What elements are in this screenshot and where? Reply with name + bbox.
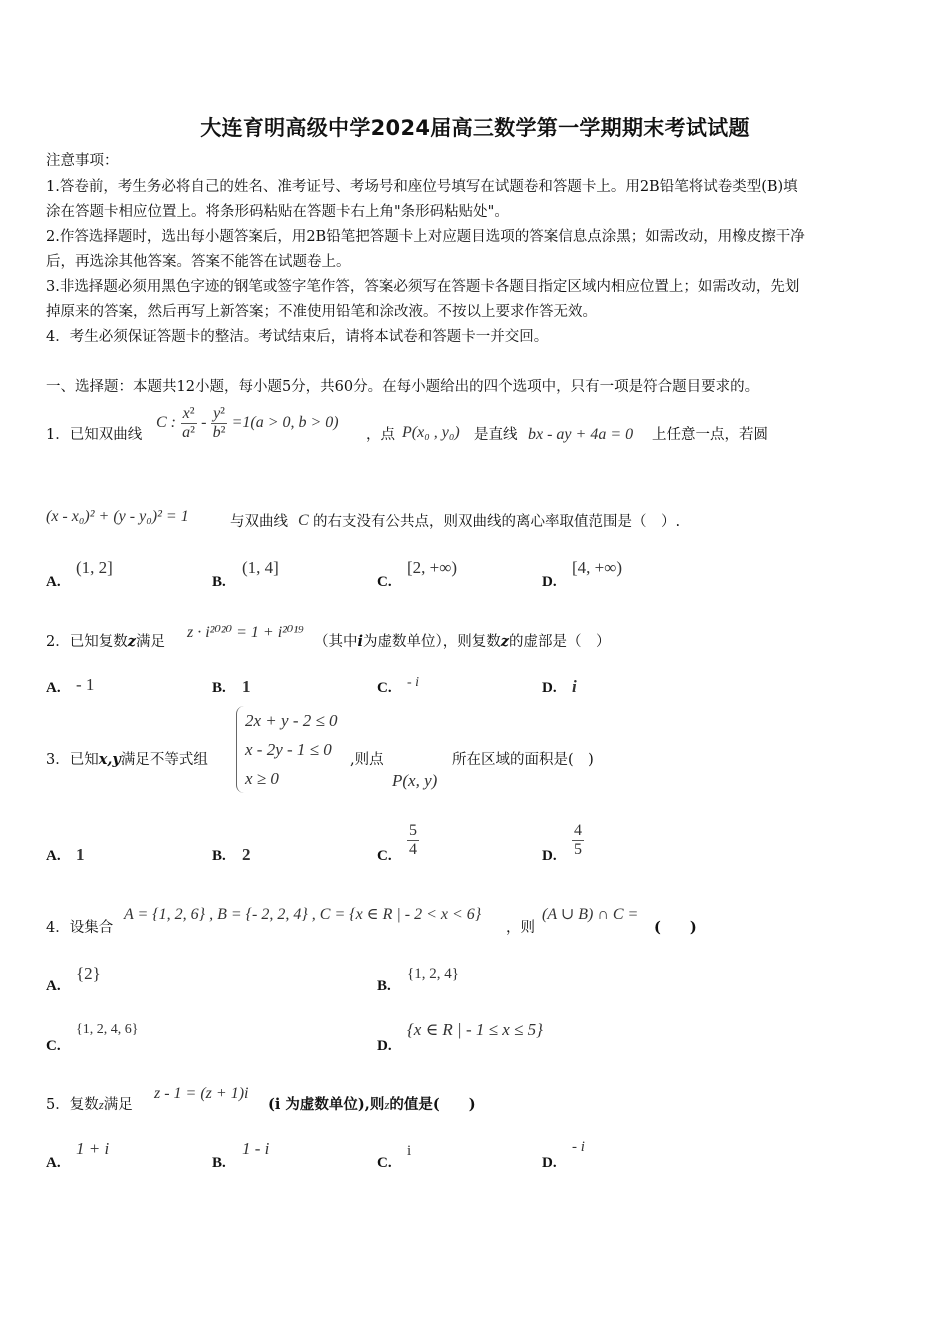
q5-equation: z - 1 = (z + 1)i (154, 1085, 249, 1102)
q2-option-b[interactable]: B. 1 (212, 677, 251, 696)
q1-text: 上任意一点，若圆 (652, 427, 768, 443)
q3-inequality-system (236, 706, 338, 793)
q1-option-c[interactable]: C. [2, +∞) (377, 558, 458, 590)
q1-text: ，点 (366, 427, 395, 443)
q1-option-b[interactable]: B. (1, 4] (212, 558, 279, 590)
q4-option-c[interactable]: C. {1, 2, 4, 6} (46, 1022, 139, 1054)
q1-text: 的右支没有公共点，则双曲线的离心率取值范围是（ ）. (313, 514, 681, 530)
notes-line: 1.答卷前，考生务必将自己的姓名、准考证号、考场号和座位号填写在试题卷和答题卡上。用2B铅笔将试卷类型(B)填 (46, 179, 798, 195)
q5-option-c[interactable]: C. i (377, 1143, 412, 1171)
q1-text: 与双曲线 (230, 514, 288, 530)
q3-text: 所在区域的面积是( ) (452, 752, 594, 768)
q4-text: 4．设集合 (46, 920, 114, 936)
q3-inequality: x ≥ 0 (245, 769, 279, 788)
q3-inequality: x - 2y - 1 ≤ 0 (245, 740, 332, 759)
q4-sets: A = {1, 2, 6} , B = {- 2, 2, 4} , C = {x ∈ R | - 2 < x < 6} (124, 906, 482, 923)
q1-hyperbola: C : $\frac{\text{x²}}{\text{a²}}$ - $\frac{\text{y²}}{\text{b²}}$ =1(a > 0, b > 0) (156, 404, 339, 441)
q4-expression: (A ∪ B) ∩ C = (542, 906, 639, 923)
notes-line: 后，再选涂其他答案。答案不能答在试题卷上。 (46, 254, 351, 270)
q1-line-eq: bx - ay + 4a = 0 (528, 426, 634, 443)
q1-point: P(x₀ , y₀) (402, 424, 460, 441)
q3-text: ,则点 (350, 752, 384, 768)
q3-option-c-fraction: $\frac{5}{4}$ (409, 822, 417, 858)
q3-option-d-fraction: $\frac{4}{5}$ (574, 822, 582, 858)
q3-option-a[interactable]: A. 1 (46, 845, 85, 864)
q1-frac-x: $\frac{\text{x²}}{\text{a²}}$ (182, 404, 195, 441)
q3-inequality: 2x + y - 2 ≤ 0 (245, 711, 338, 730)
q3-option-c[interactable]: C. $\frac{5}{4}$ (377, 822, 417, 864)
notes-line: 掉原来的答案，然后再写上新答案；不准使用铅笔和涂改液。不按以上要求作答无效。 (46, 304, 597, 320)
q3-point: P(x, y) (392, 771, 438, 790)
notes-heading: 注意事项： (46, 153, 119, 169)
section-heading: 一、选择题：本题共12小题，每小题5分，共60分。在每小题给出的四个选项中，只有一项是符合题目要求的。 (46, 379, 760, 395)
q5-option-b[interactable]: B. 1 - i (212, 1139, 270, 1171)
q4-option-d[interactable]: D. {x ∈ R | - 1 ≤ x ≤ 5} (377, 1020, 543, 1054)
q2-text: （其中i为虚数单位），则复数z的虚部是（ ） (314, 633, 611, 650)
q4-option-a[interactable]: A. {2} (46, 964, 101, 994)
q5-text: (i 为虚数单位),则z的值是( ) (268, 1096, 476, 1113)
notes-line: 涂在答题卡相应位置上。将条形码粘贴在答题卡右上角"条形码粘贴处"。 (46, 204, 509, 220)
q2-equation: z · i²⁰²⁰ = 1 + i²⁰¹⁹ (187, 624, 304, 641)
q3-text: 3．已知x,y满足不等式组 (46, 751, 208, 768)
notes-line: 3.非选择题必须用黑色字迹的钢笔或签字笔作答，答案必须写在答题卡各题目指定区域内相应位置上；如需改动，先划 (46, 279, 800, 295)
q2-option-c[interactable]: C. - i (377, 675, 420, 696)
q1-text: 1．已知双曲线 (46, 427, 143, 443)
q4-option-b[interactable]: B. {1, 2, 4} (377, 966, 459, 994)
q4-text: ( ) (654, 919, 697, 936)
q1-c: C (298, 512, 309, 529)
notes-line: 4．考生必须保证答题卡的整洁。考试结束后，请将本试卷和答题卡一并交回。 (46, 329, 549, 345)
q1-frac-y: $\frac{\text{y²}}{\text{b²}}$ (212, 404, 226, 441)
exam-title: 大连育明高级中学2024届高三数学第一学期期末考试试题 (200, 116, 750, 140)
q1-text: 是直线 (474, 427, 518, 443)
q5-option-a[interactable]: A. 1 + i (46, 1139, 110, 1171)
q2-option-d[interactable]: D. i (542, 677, 577, 696)
q4-text: ，则 (506, 920, 535, 936)
q1-option-d[interactable]: D. [4, +∞) (542, 558, 623, 590)
q3-option-b[interactable]: B. 2 (212, 845, 251, 864)
q2-option-a[interactable]: A. - 1 (46, 675, 95, 696)
q1-circle-eq: (x - x₀)² + (y - y₀)² = 1 (46, 508, 189, 525)
q2-text: 2．已知复数z满足 (46, 633, 165, 650)
q1-option-a[interactable]: A. (1, 2] (46, 558, 113, 590)
q5-option-d[interactable]: D. - i (542, 1139, 585, 1171)
q5-text: 5．复数z满足 (46, 1097, 133, 1113)
notes-line: 2.作答选择题时，选出每小题答案后，用2B铅笔把答题卡上对应题目选项的答案信息点涂黑；如需改动，用橡皮擦干净 (46, 229, 805, 245)
q3-option-d[interactable]: D. $\frac{4}{5}$ (542, 822, 582, 864)
